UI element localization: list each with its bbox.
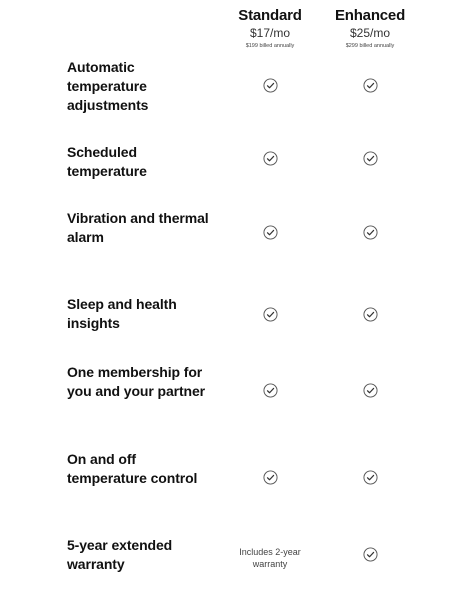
enhanced-cell	[315, 78, 425, 93]
plan-name: Standard	[238, 7, 302, 24]
standard-cell	[215, 78, 325, 93]
enhanced-cell	[315, 225, 425, 240]
check-circle-icon	[363, 470, 378, 485]
enhanced-cell	[315, 151, 425, 166]
feature-label: Sleep and health insights	[67, 296, 177, 331]
plan-name: Enhanced	[334, 7, 406, 24]
check-circle-icon	[363, 225, 378, 240]
check-circle-icon	[363, 383, 378, 398]
warranty-note: Includes 2-year warranty	[239, 547, 301, 569]
plan-billing-note: $299 billed annually	[345, 43, 395, 49]
feature-label: Automatic temperature adjustments	[67, 59, 149, 113]
feature-label: On and off temperature control	[67, 451, 198, 486]
check-circle-icon	[263, 78, 278, 93]
plan-price: $25/mo	[349, 26, 391, 40]
check-circle-icon	[263, 307, 278, 322]
standard-cell	[215, 225, 325, 240]
enhanced-cell	[315, 470, 425, 485]
feature-label: 5-year extended warranty	[67, 537, 173, 572]
check-circle-icon	[263, 225, 278, 240]
check-circle-icon	[363, 307, 378, 322]
standard-cell	[215, 470, 325, 485]
check-circle-icon	[363, 78, 378, 93]
enhanced-cell	[315, 547, 425, 562]
feature-label: One membership for you and your partner	[67, 364, 206, 399]
check-circle-icon	[363, 547, 378, 562]
enhanced-cell	[315, 383, 425, 398]
standard-cell	[215, 383, 325, 398]
check-circle-icon	[263, 151, 278, 166]
feature-label: Vibration and thermal alarm	[67, 210, 209, 245]
standard-cell	[215, 151, 325, 166]
check-circle-icon	[263, 470, 278, 485]
plan-price: $17/mo	[249, 26, 291, 40]
standard-cell	[215, 546, 325, 570]
plan-billing-note: $199 billed annually	[245, 43, 295, 49]
standard-cell	[215, 307, 325, 322]
feature-label: Scheduled temperature	[67, 144, 147, 179]
check-circle-icon	[363, 151, 378, 166]
check-circle-icon	[263, 383, 278, 398]
enhanced-cell	[315, 307, 425, 322]
